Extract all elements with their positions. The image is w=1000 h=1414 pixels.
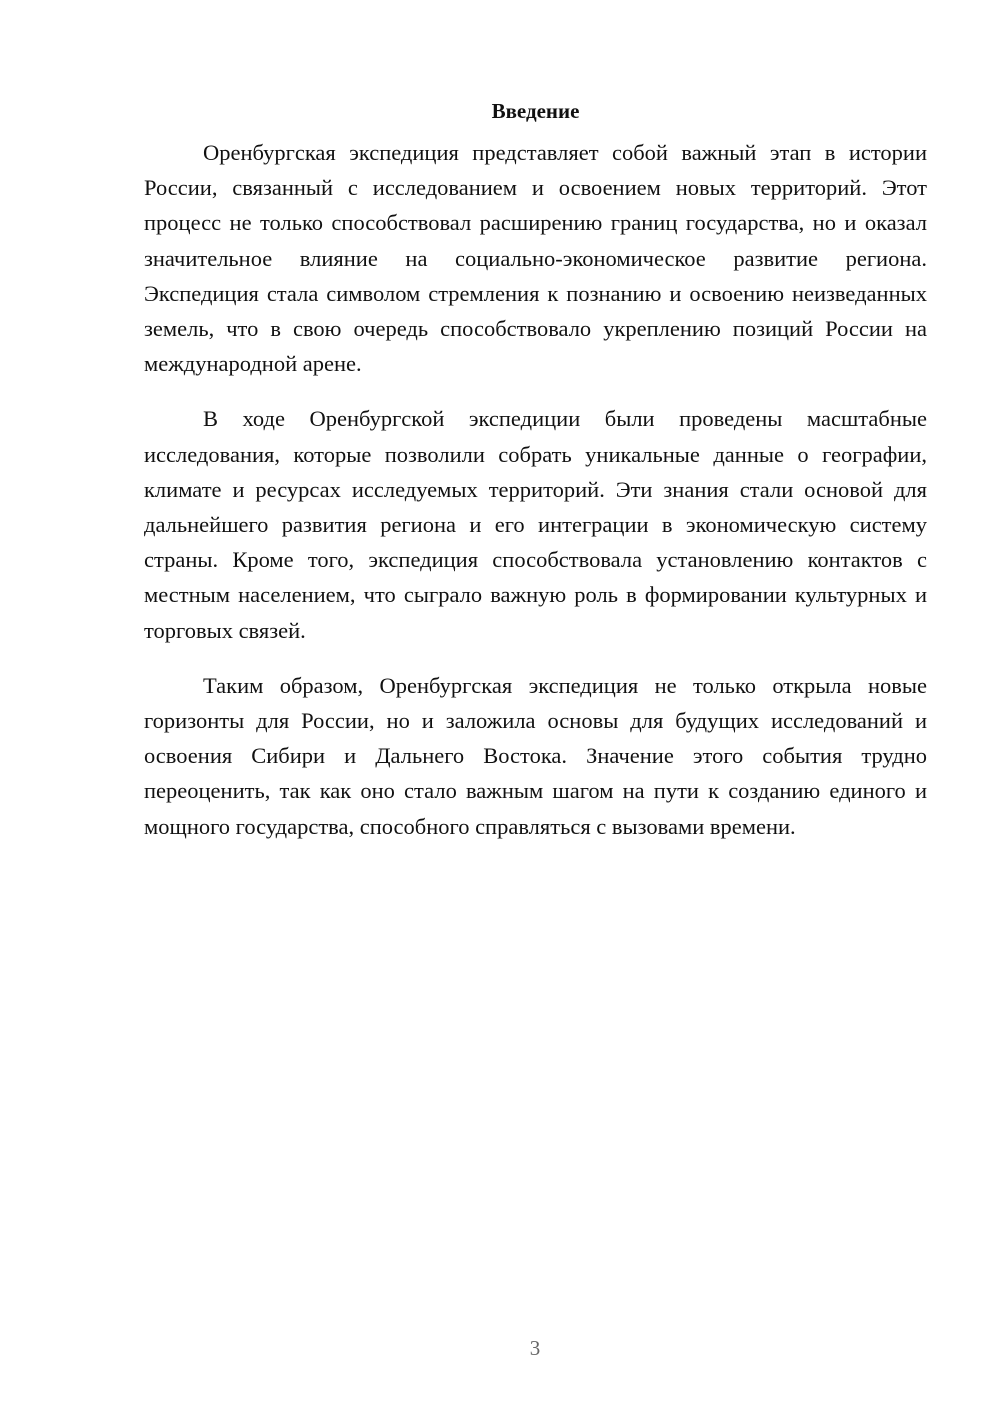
paragraph-2: В ходе Оренбургской экспедиции были проведены масштабные исследования, которые позволили собрать уникальные данные о географии, климате и ресурсах исследуемых территорий. Эти знания стали основой для дальнейшего развития региона и его интеграции в экономическую систему страны. Кроме того, экспедиция способствовала установлению контактов с местным населением, что сыграло важную роль в формировании культурных и торговых связей. bbox=[144, 406, 927, 643]
section-title: Введение bbox=[491, 99, 580, 123]
paragraph-1: Оренбургская экспедиция представляет собой важный этап в истории России, связанный с исследованием и освоением новых территорий. Этот процесс не только способствовал расширению границ государства, но и оказал значительное влияние на социально-экономическое развитие региона. Экспедиция стала символом стремления к познанию и освоению неизведанных земель, что в свою очередь способствовало укреплению позиций России на международной арене. bbox=[144, 140, 927, 377]
paragraph-3: Таким образом, Оренбургская экспедиция не только открыла новые горизонты для России, но и заложила основы для будущих исследований и освоения Сибири и Дальнего Востока. Значение этого события трудно переоценить, так как оно стало важным шагом на пути к созданию единого и мощного государства, способного справляться с вызовами времени. bbox=[144, 672, 927, 839]
page-number: 3 bbox=[529, 1336, 541, 1360]
page-content bbox=[144, 94, 927, 864]
